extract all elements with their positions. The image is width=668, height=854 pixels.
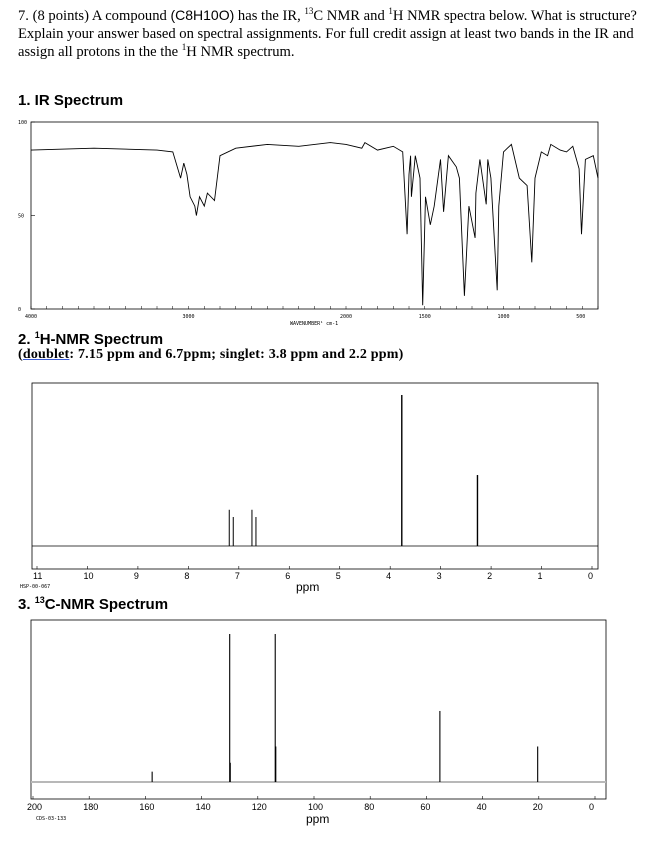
c13-superscript: 13	[304, 6, 314, 17]
hnmr-x-tick-label: 5	[335, 571, 341, 581]
cnmr-x-tick-label: 20	[532, 802, 543, 812]
cnmr-x-tick-label: 60	[420, 802, 431, 812]
note-rest: : 7.15 ppm and 6.7ppm; singlet: 3.8 ppm and 2.2 ppm)	[69, 347, 404, 362]
cnmr-x-tick-label: 160	[139, 802, 155, 812]
cnmr-x-tick-label: 80	[364, 802, 375, 812]
question-text-b: has the IR,	[237, 8, 301, 24]
cnmr-spectrum-code: CDS-03-133	[36, 816, 67, 822]
cnmr-baseline	[31, 781, 606, 783]
note-open: (	[18, 347, 23, 362]
cnmr-heading-sup: 13	[34, 595, 45, 605]
hnmr-x-tick-label: 1	[537, 571, 543, 581]
hnmr-x-tick-label: 9	[133, 571, 139, 581]
cnmr-heading-num: 3.	[18, 596, 31, 613]
question-points: (8 points)	[32, 8, 89, 24]
question-text-d: H NMR spectra below. What is structure? Explain your answer based on spectral assignments. For full credit assign at least two bands in the IR and assign all protons in the	[18, 8, 637, 60]
cnmr-x-tick-label: 100	[308, 802, 324, 812]
cnmr-heading-text: C-NMR Spectrum	[44, 596, 169, 613]
ir-x-tick-label: 1500	[418, 314, 431, 320]
cnmr-plot-frame	[31, 620, 606, 799]
question-text-c: C NMR and	[313, 8, 385, 24]
hnmr-plot-frame	[32, 383, 598, 569]
ir-x-axis-label: WAVENUMBER¹ cm-1	[290, 321, 339, 327]
hnmr-heading-sup: 1	[34, 330, 40, 340]
cnmr-x-tick-label: 40	[476, 802, 487, 812]
cnmr-x-tick-label: 0	[589, 802, 595, 812]
question-text: 7. (8 points) A compound (C8H10O) has the IR, $^{13}$C NMR and $^1$H NMR spectra below. What is structure? Explain your answer based on spectral assignments. For full credit assign at least two bands in the IR and assign all protons in the the $^1$H NMR spectrum.	[18, 6, 637, 60]
ir-x-tick-label: 1000	[497, 314, 510, 320]
ir-x-tick-label: 4000	[25, 314, 38, 320]
ir-y-tick-label: 50	[18, 213, 25, 220]
ir-y-tick-label: 100	[18, 120, 28, 126]
h1-superscript: 1	[388, 6, 393, 17]
question-number: 7.	[18, 8, 29, 24]
molecular-formula: (C8H10O)	[170, 7, 235, 23]
hnmr-x-axis-label: ppm	[296, 580, 320, 594]
question-text-a: A compound	[91, 8, 167, 24]
cnmr-x-tick-label: 120	[251, 802, 267, 812]
hnmr-x-tick-label: 11	[33, 571, 43, 581]
ir-x-tick-label: 2000	[340, 314, 353, 320]
hnmr-x-tick-label: 6	[285, 571, 291, 581]
cnmr-x-tick-label: 180	[83, 802, 99, 812]
hnmr-spectrum-code: HSP-00-067	[20, 584, 51, 590]
cnmr-x-tick-label: 200	[27, 802, 43, 812]
ir-x-tick-label: 3000	[182, 314, 195, 320]
ir-y-tick-label: 0	[18, 307, 22, 313]
hnmr-x-tick-label: 2	[487, 571, 493, 581]
hnmr-x-tick-label: 4	[386, 571, 392, 581]
question-text-e: H NMR spectrum.	[186, 44, 295, 60]
hnmr-x-tick-label: 10	[83, 571, 94, 581]
ir-heading: 1. IR Spectrum	[18, 92, 124, 109]
hnmr-x-tick-label: 7	[234, 571, 240, 581]
hnmr-x-tick-label: 3	[436, 571, 442, 581]
ir-x-tick-label: 500	[576, 314, 586, 320]
h1-superscript-2: 1	[181, 42, 187, 53]
note-doublet: doublet	[22, 347, 70, 362]
hnmr-x-tick-label: 8	[184, 571, 190, 581]
cnmr-x-tick-label: 140	[195, 802, 211, 812]
ir-spectrum-line	[31, 143, 598, 306]
hnmr-x-tick-label: 0	[588, 571, 594, 581]
hnmr-heading-text: H-NMR Spectrum	[39, 331, 164, 348]
cnmr-x-axis-label: ppm	[306, 812, 330, 826]
hnmr-heading-num: 2.	[18, 331, 31, 348]
